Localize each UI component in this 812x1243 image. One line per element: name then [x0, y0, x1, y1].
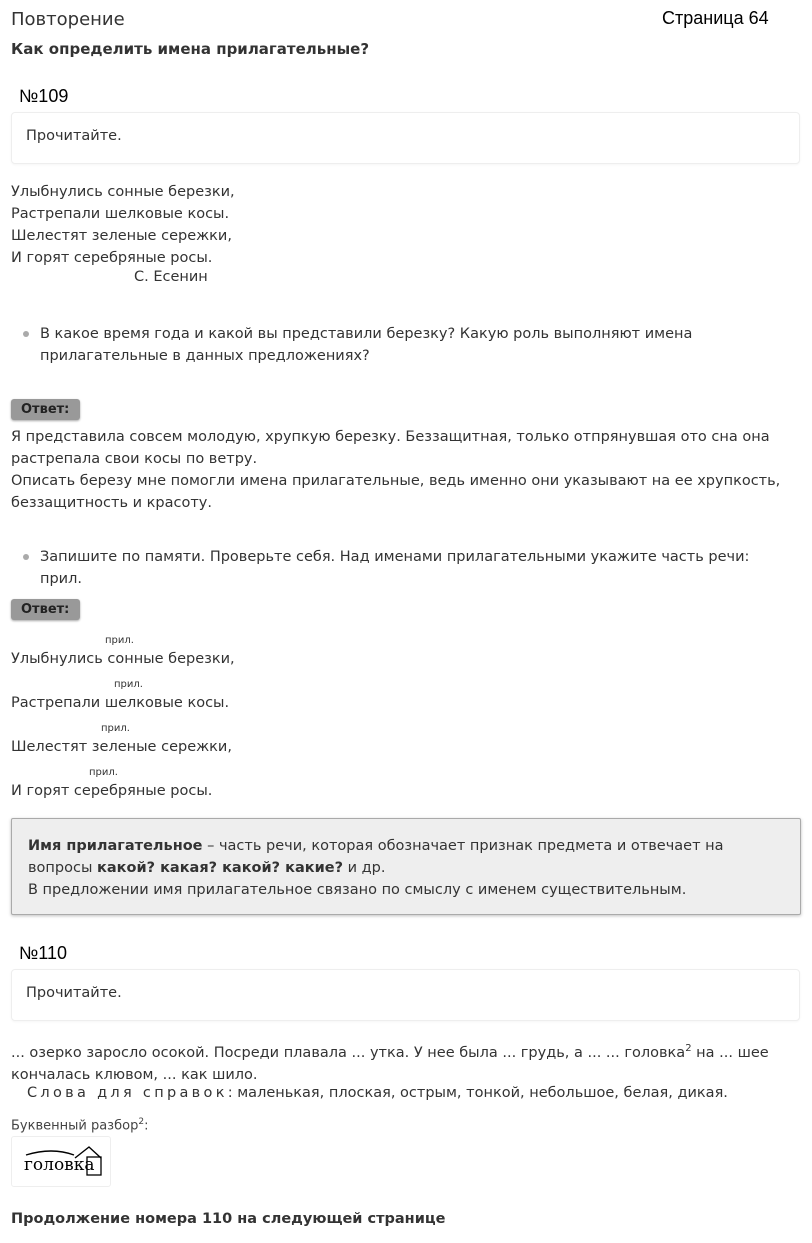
lesson-question: Как определить имена прилагательные? — [11, 40, 370, 58]
answer-1 — [11, 426, 791, 514]
footnote-mark: 2 — [685, 1043, 692, 1054]
continuation-note: Продолжение номера 110 на следующей странице — [11, 1211, 446, 1227]
rule-questions: какой? какая? какой? какие? — [97, 860, 344, 876]
word-analysis-image — [11, 1136, 111, 1187]
task-109-instruction: Прочитайте. — [26, 128, 122, 144]
reference-list: : маленькая, плоская, острым, тонкой, небольшое, белая, дикая. — [227, 1085, 728, 1101]
annotated-line: И горят серебряные росы. — [11, 783, 213, 799]
reference-heading: Слова для справок — [27, 1085, 228, 1101]
answer-badge: Ответ: — [11, 599, 80, 620]
question-1 — [23, 323, 783, 367]
pos-label: прил. — [105, 635, 134, 646]
task-110-number: №110 — [19, 943, 68, 963]
poem-line: Улыбнулись сонные березки, — [11, 184, 235, 200]
question-2-text: Запишите по памяти. Проверьте себя. Над именами прилагательными укажите часть речи: прил. — [40, 549, 750, 587]
rule-box — [11, 818, 801, 915]
poem-line: Растрепали шелковые косы. — [11, 206, 230, 222]
bullet-dot-icon — [23, 554, 29, 560]
task-110-instruction: Прочитайте. — [26, 985, 122, 1001]
pos-label: прил. — [114, 679, 143, 690]
annotated-line: Шелестят зеленые сережки, — [11, 739, 232, 755]
rule-term: Имя прилагательное — [28, 838, 203, 854]
reference-words — [27, 1082, 807, 1104]
task-110-instruction-box — [11, 969, 800, 1021]
pos-label: прил. — [89, 767, 118, 778]
pos-label: прил. — [101, 723, 130, 734]
analyzed-word: головка — [24, 1155, 95, 1175]
poem — [11, 181, 235, 269]
poem-line: И горят серебряные росы. — [11, 250, 213, 266]
letter-analysis-label: Буквенный разбор$^2$: — [11, 1117, 149, 1134]
poem-line: Шелестят зеленые сережки, — [11, 228, 232, 244]
task-110-text: ... озерко заросло осокой. Посреди плавала ... утка. У нее была ... грудь, а ... ... головка$^2$ на ... шее кончалась клювом, ... как шило. — [11, 1043, 769, 1083]
answer-badge: Ответ: — [11, 399, 80, 420]
page-number: Страница 64 — [662, 8, 769, 28]
question-2 — [23, 546, 783, 590]
bullet-dot-icon — [23, 331, 29, 337]
poem-author: С. Есенин — [134, 269, 208, 285]
section-title: Повторение — [11, 9, 125, 30]
annotated-line: Растрепали шелковые косы. — [11, 695, 230, 711]
task-109-number: №109 — [19, 86, 69, 106]
task-109-instruction-box — [11, 112, 800, 164]
annotated-line: Улыбнулись сонные березки, — [11, 651, 235, 667]
answer-paragraph: Описать березу мне помогли имена прилагательные, ведь именно они указывают на ее хрупкость, беззащитность и красоту. — [11, 473, 781, 511]
question-1-text: В какое время года и какой вы представили березку? Какую роль выполняют имена прилагательные в данных предложениях? — [40, 326, 693, 364]
answer-paragraph: Я представила совсем молодую, хрупкую березку. Беззащитная, только отпрянувшая ото сна она растрепала свои косы по ветру. — [11, 429, 770, 467]
rule-definition: Имя прилагательное – часть речи, которая обозначает признак предмета и отвечает на вопросы какой? какая? какой? какие? и др. — [28, 838, 724, 876]
rule-line-2: В предложении имя прилагательное связано по смыслу с именем существительным. — [28, 882, 687, 898]
